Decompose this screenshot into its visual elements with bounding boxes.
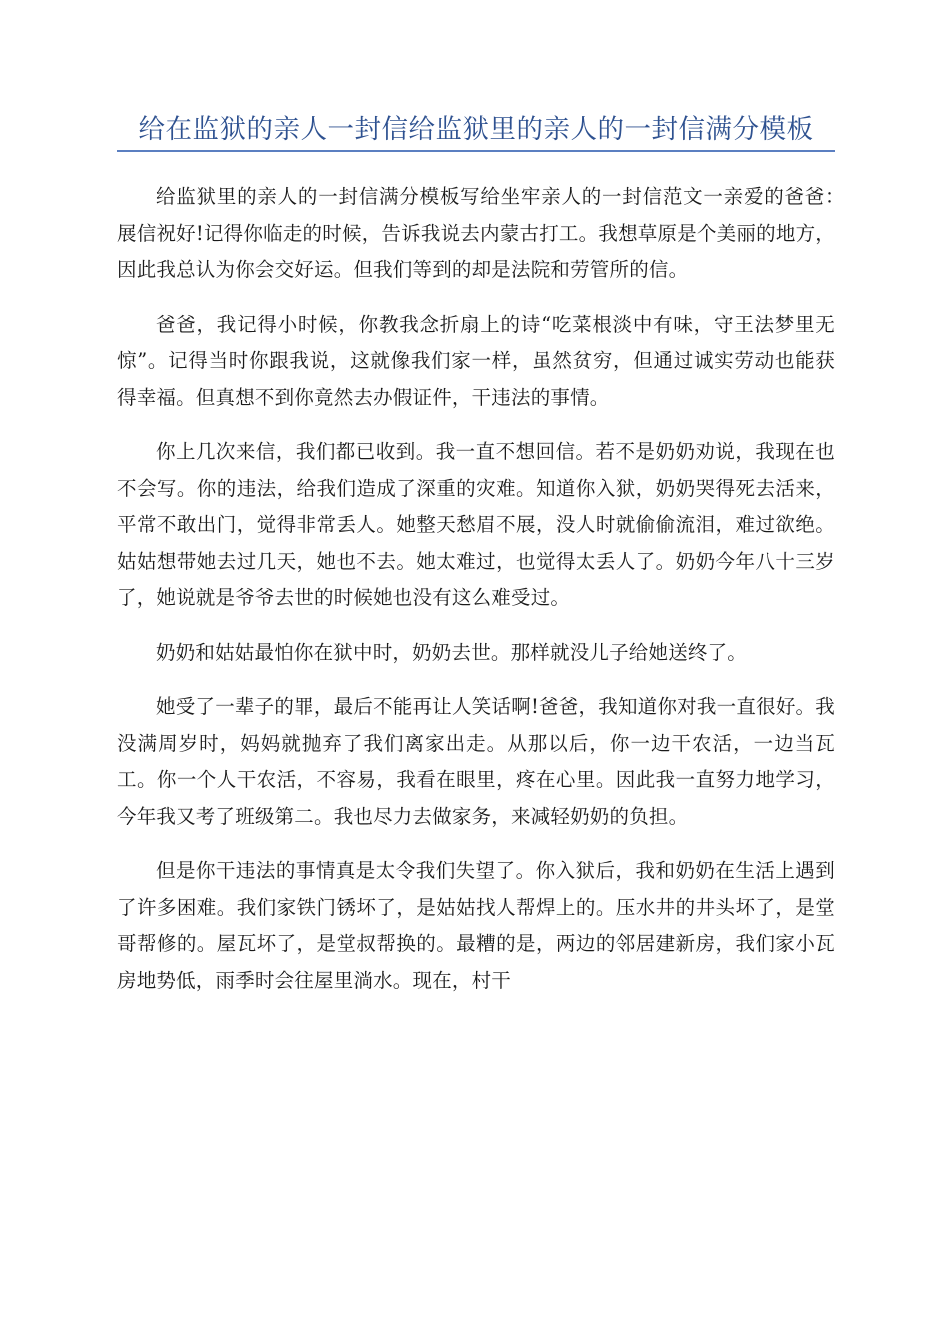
paragraph: 爸爸，我记得小时候，你教我念折扇上的诗“吃菜根淡中有味，守王法梦里无惊”。记得当时你跟我说，这就像我们家一样，虽然贫穷，但通过诚实劳动也能获得幸福。但真想不到你竟然去办假证件，干违法的事情。: [117, 312, 835, 409]
paragraph: 你上几次来信，我们都已收到。我一直不想回信。若不是奶奶劝说，我现在也不会写。你的违法，给我们造成了深重的灾难。知道你入狱，奶奶哭得死去活来，平常不敢出门，觉得非常丢人。她整天愁眉不展，没人时就偷偷流泪，难过欲绝。姑姑想带她去过几天，她也不去。她太难过，也觉得太丢人了。奶奶今年八十三岁了，她说就是爷爷去世的时候她也没有这么难受过。: [117, 440, 835, 609]
paragraph: 给监狱里的亲人的一封信满分模板写给坐牢亲人的一封信范文一亲爱的爸爸： 展信祝好!记得你临走的时候，告诉我说去内蒙古打工。我想草原是个美丽的地方，因此我总认为你会交好运。但我们等到的却是法院和劳管所的信。: [117, 185, 875, 281]
document-title: 给在监狱的亲人一封信给监狱里的亲人的一封信满分模板: [138, 114, 814, 145]
title-underline: [117, 150, 835, 152]
document-body: [117, 179, 875, 999]
paragraph: 她受了一辈子的罪，最后不能再让人笑话啊!爸爸，我知道你对我一直很好。我没满周岁时，妈妈就抛弃了我们离家出走。从那以后，你一边干农活，一边当瓦工。你一个人干农活，不容易，我看在眼里，疼在心里。因此我一直努力地学习，今年我又考了班级第二。我也尽力去做家务，来减轻奶奶的负担。: [117, 695, 835, 828]
paragraph: 但是你干违法的事情真是太令我们失望了。你入狱后，我和奶奶在生活上遇到了许多困难。我们家铁门锈坏了，是姑姑找人帮焊上的。压水井的井头坏了，是堂哥帮修的。屋瓦坏了，是堂叔帮换的。最糟的是，两边的邻居建新房，我们家小瓦房地势低，雨季时会往屋里淌水。现在，村干: [117, 859, 835, 992]
paragraph: 奶奶和姑姑最怕你在狱中时，奶奶去世。那样就没儿子给她送终了。: [156, 640, 748, 664]
document-page: [117, 112, 875, 1017]
